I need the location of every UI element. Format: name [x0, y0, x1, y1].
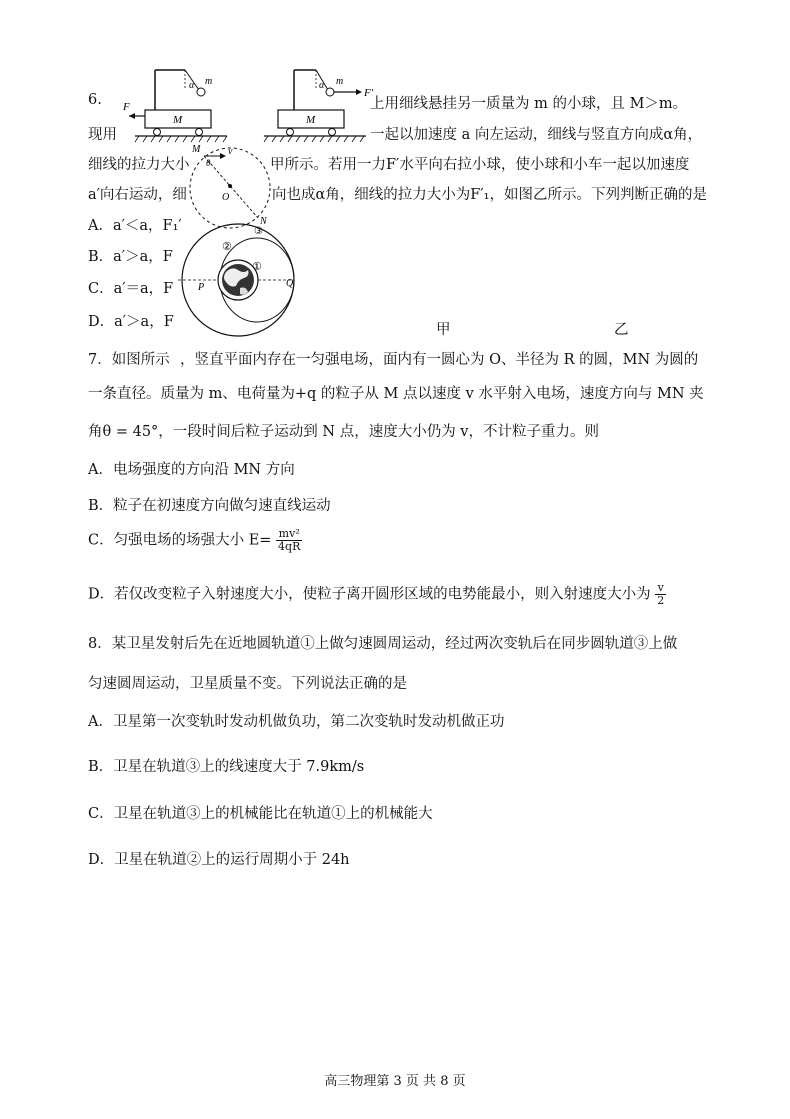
q6-option-c: C．a′＝a，F: [88, 281, 174, 297]
q8-option-a: A．卫星第一次变轨时发动机做负功，第二次变轨时发动机做正功: [88, 714, 505, 730]
q6-line4-head: a′向右运动，细: [88, 187, 187, 203]
q6-left-block-label: M: [173, 114, 183, 126]
q7-fig-n-label: N: [260, 216, 267, 227]
q6-left-ball-label: m: [205, 76, 213, 87]
q7-line1: ，竖直平面内存在一匀强电场，面内有一圆心为 O、半径为 R 的圆，MN 为圆的: [180, 352, 699, 368]
q7-figure: [182, 138, 282, 230]
q7-option-c-text: C．匀强电场的场强大小 E=: [88, 532, 272, 549]
q8-option-d: D．卫星在轨道②上的运行周期小于 24h: [88, 852, 350, 868]
q7-option-c-denominator: 4qR: [278, 540, 301, 553]
q7-option-d-text: D．若仅改变粒子入射速度大小，使粒子离开圆形区域的电势能最小，则入射速度大小为: [88, 586, 651, 603]
q6-line2-head: 现用: [88, 127, 117, 143]
page-footer: 高三物理第 3 页 共 8 页: [324, 1074, 466, 1089]
q7-option-c: [88, 528, 302, 553]
q6-right-ball-label: m: [336, 76, 344, 87]
q7-line2: 一条直径。质量为 m、电荷量为+q 的粒子从 M 点以速度 v 水平射入电场，速度方向与 MN 夹: [88, 386, 704, 402]
q8-option-c: C．卫星在轨道③上的机械能比在轨道①上的机械能大: [88, 806, 433, 822]
q6-number: 6.: [88, 92, 102, 108]
q7-option-d-numerator: v: [655, 582, 666, 595]
q7-option-d-fraction: [655, 582, 666, 607]
q7-option-c-fraction: [276, 528, 302, 553]
q6-right-force-label: F′: [364, 87, 374, 99]
q8-fig-q-label: Q: [286, 278, 294, 289]
q6-line2: 一起以加速度 a 向左运动，细线与竖直方向成α角，: [370, 127, 703, 143]
q8-option-b: B．卫星在轨道③上的线速度大于 7.9km/s: [88, 759, 365, 775]
q6-line3: 甲所示。若用一力F′水平向右拉小球，使小球和小车一起以加速度: [270, 157, 690, 173]
q8-fig-orbit1-label: ①: [252, 261, 262, 273]
q8-line2: 匀速圆周运动，卫星质量不变。下列说法正确的是: [88, 676, 407, 692]
q8-fig-p-label: P: [198, 282, 205, 293]
q6-figure-left: [115, 62, 235, 147]
q6-label-jia: 甲: [436, 322, 451, 338]
q7-line1-head: 7．如图所示: [88, 352, 170, 368]
q6-line1: 上用细线悬挂另一质量为 m 的小球，且 M＞m。: [370, 96, 688, 112]
q7-fig-v-label: v: [228, 146, 233, 157]
q8-line1: 8．某卫星发射后先在近地圆轨道①上做匀速圆周运动，经过两次变轨后在同步圆轨道③上做: [88, 636, 678, 652]
q7-option-a: A．电场强度的方向沿 MN 方向: [88, 462, 295, 478]
q8-fig-orbit3-label: ③: [254, 226, 263, 237]
q6-left-angle-label: α: [189, 80, 195, 91]
q6-option-d: D．a′＞a，F: [88, 314, 174, 330]
q6-left-force-label: F: [123, 101, 130, 113]
q7-option-d: [88, 582, 666, 607]
q6-option-a: A．a′＜a，F₁′: [88, 218, 182, 234]
q7-option-b: B．粒子在初速度方向做匀速直线运动: [88, 498, 331, 514]
q6-option-b: B．a′＞a，F: [88, 249, 173, 265]
q6-line4: 向也成α角，细线的拉力大小为F′₁，如图乙所示。下列判断正确的是: [272, 187, 707, 203]
q7-fig-m-label: M: [192, 144, 201, 155]
q7-fig-o-label: O: [222, 192, 230, 203]
q6-right-angle-label: α: [319, 80, 325, 91]
q7-line3: 角θ = 45°，一段时间后粒子运动到 N 点，速度大小仍为 v，不计粒子重力。则: [88, 424, 600, 440]
q8-fig-orbit2-label: ②: [222, 241, 232, 253]
q8-figure: [168, 222, 308, 342]
q6-line3-head: 细线的拉力大小: [88, 157, 190, 173]
q7-fig-theta-label: θ: [206, 158, 211, 168]
q6-label-yi: 乙: [614, 322, 629, 338]
q6-right-block-label: M: [306, 114, 316, 126]
q7-option-d-denominator: 2: [657, 594, 665, 607]
q7-option-c-numerator: mv²: [276, 528, 302, 541]
q6-figure-right: [258, 62, 378, 147]
